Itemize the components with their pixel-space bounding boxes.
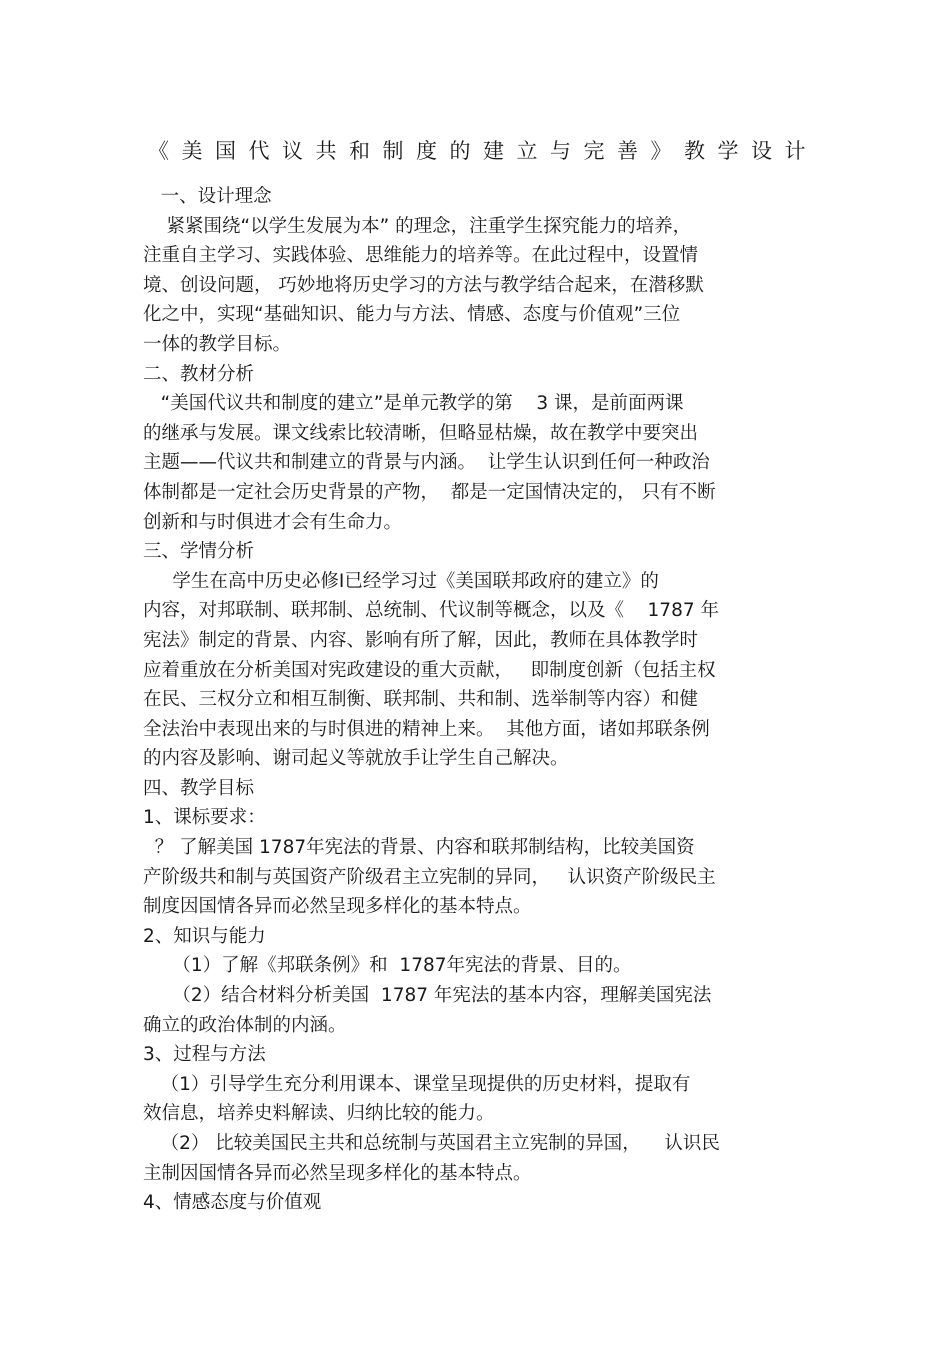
text-line: ？ 了解美国 1787年宪法的背景、内容和联邦制结构，比较美国资 [143, 837, 695, 859]
text-line: 四、教学目标 [143, 777, 255, 799]
text-line: 的内容及影响、谢司起义等就放手让学生自己解决。 [143, 748, 569, 770]
text-line: （2）结合材料分析美国 1787 年宪法的基本内容，理解美国宪法 [143, 985, 712, 1007]
text-line: 紧紧围绕“以学生发展为本” 的理念，注重学生探究能力的培养， [143, 215, 692, 237]
text-line: 化之中，实现“基础知识、能力与方法、情感、态度与价值观”三位 [143, 304, 681, 326]
text-line: 确立的政治体制的内涵。 [143, 1014, 347, 1036]
text-line: 主题——代议共和制建立的背景与内涵。 让学生认识到任何一种政治 [143, 452, 710, 474]
text-line: 全法治中表现出来的与时俱进的精神上来。 其他方面，诸如邦联条例 [143, 718, 710, 740]
text-line: “美国代议共和制度的建立”是单元教学的第 3 课，是前面两课 [143, 393, 684, 415]
text-line: 在民、三权分立和相互制衡、联邦制、共和制、选举制等内容）和健 [143, 689, 699, 711]
text-line: 应着重放在分析美国对宪政建设的重大贡献， 即制度创新（包括主权 [143, 659, 716, 681]
text-line: 注重自主学习、实践体验、思维能力的培养等。在此过程中，设置情 [143, 245, 699, 267]
text-line: （2） 比较美国民主共和总统制与英国君主立宪制的异国， 认识民 [143, 1133, 720, 1154]
text-line: 效信息，培养史料解读、归纳比较的能力。 [143, 1103, 495, 1125]
text-line: （1）引导学生充分利用课本、课堂呈现提供的历史材料，提取有 [143, 1073, 691, 1095]
text-line: 的继承与发展。课文线索比较清晰，但略显枯燥，故在教学中要突出 [143, 422, 699, 444]
document-body [143, 182, 808, 1218]
text-line: 创新和与时俱进才会有生命力。 [143, 511, 403, 533]
text-line: 制度因国情各异而必然呈现多样化的基本特点。 [143, 896, 532, 918]
text-line: 主制因国情各异而必然呈现多样化的基本特点。 [143, 1162, 532, 1184]
text-line: 宪法》制定的背景、内容、影响有所了解，因此，教师在具体教学时 [143, 629, 699, 651]
text-line: 一、设计理念 [143, 186, 272, 207]
text-line: 二、教材分析 [143, 363, 255, 385]
text-line: 体制都是一定社会历史背景的产物， 都是一定国情决定的， 只有不断 [143, 481, 716, 503]
text-line: 4、情感态度与价值观 [143, 1192, 322, 1214]
document-title: 《美国代议共和制度的建立与完善》教学设计 [148, 139, 818, 163]
text-line: 产阶级共和制与英国资产阶级君主立宪制的异同， 认识资产阶级民主 [143, 866, 716, 888]
text-line: 3、过程与方法 [143, 1044, 266, 1066]
text-line: 1、课标要求： [143, 807, 266, 829]
text-line: 境、创设问题， 巧妙地将历史学习的方法与教学结合起来，在潜移默 [143, 274, 704, 296]
text-line: 学生在高中历史必修Ⅰ已经学习过《美国联邦政府的建立》的 [143, 570, 659, 592]
text-line: 一体的教学目标。 [143, 333, 292, 355]
text-line: 2、知识与能力 [143, 925, 266, 947]
text-line: 内容，对邦联制、联邦制、总统制、代议制等概念，以及《 1787 年 [143, 600, 719, 622]
text-line: （1）了解《邦联条例》和 1787年宪法的背景、目的。 [143, 955, 632, 977]
text-line: 三、学情分析 [143, 541, 255, 563]
